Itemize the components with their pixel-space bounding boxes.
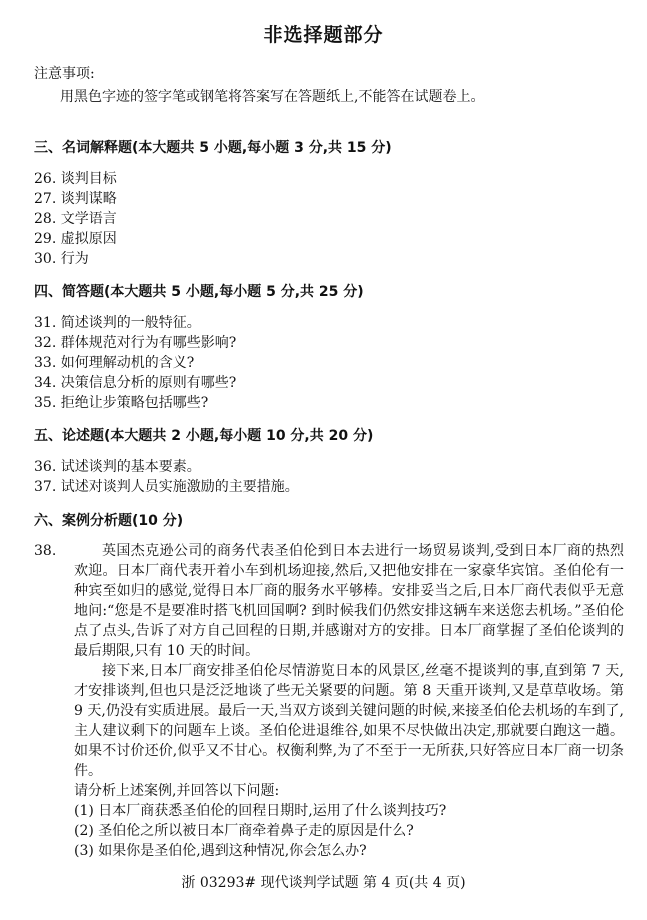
notice-label: 注意事项:: [34, 66, 95, 82]
section-heading-detail: (本大题共 5 小题,每小题 5 分,共 25 分): [104, 284, 364, 300]
section-heading-title: 三、名词解释题: [34, 140, 132, 156]
section-heading-title: 四、简答题: [34, 284, 104, 300]
section-heading-detail: (本大题共 2 小题,每小题 10 分,共 20 分): [104, 428, 374, 444]
question-37: 37. 试述对谈判人员实施激励的主要措施。: [34, 479, 299, 495]
case-subquestion-3: (3) 如果你是圣伯伦,遇到这种情况,你会怎么办?: [74, 843, 367, 859]
section-heading-title: 六、案例分析题: [34, 513, 132, 529]
case-paragraph-1: 英国杰克逊公司的商务代表圣伯伦到日本去进行一场贸易谈判,受到日本厂商的热烈欢迎。日本厂商代表开着小车到机场迎接,然后,又把他安排在一家豪华宾馆。圣伯伦有一种宾至如归的感觉,觉得日本厂商的服务水平够棒。安排妥当之后,日本厂商代表似乎无意地问:“您是不是要准时搭飞机回国啊? 到时候我们仍然安排这辆车来送您去机场。”圣伯伦点了点头,告诉了对方自己回程的日期,并感谢对方的安排。日本厂商掌握了圣伯伦谈判的最后期限,只有 10 天的时间。: [74, 543, 624, 659]
question-27: 27. 谈判谋略: [34, 191, 117, 207]
case-study: [34, 541, 624, 861]
page-footer: 浙 03293# 现代谈判学试题 第 4 页(共 4 页): [181, 875, 466, 891]
case-subquestion-1: (1) 日本厂商获悉圣伯伦的回程日期时,运用了什么谈判技巧?: [74, 803, 447, 819]
section-heading-detail: (本大题共 5 小题,每小题 3 分,共 15 分): [132, 140, 392, 156]
question-26: 26. 谈判目标: [34, 171, 117, 187]
case-paragraph-2: 接下来,日本厂商安排圣伯伦尽情游览日本的风景区,丝毫不提谈判的事,直到第 7 天,才安排谈判,但也只是泛泛地谈了些无关紧要的问题。第 8 天重开谈判,又是草草收场。第 9 天,仍没有实质进展。最后一天,当双方谈到关键问题的时候,来接圣伯伦去机场的车到了,主人建议剩下的问题车上谈。圣伯伦进退维谷,如果不尽快做出决定,那就要白跑这一趟。如果不讨价还价,似乎又不甘心。权衡利弊,为了不至于一无所获,只好答应日本厂商一切条件。: [74, 663, 624, 779]
notice-text: 用黑色字迹的签字笔或钢笔将答案写在答题纸上,不能答在试题卷上。: [60, 89, 485, 105]
section-heading-title: 五、论述题: [34, 428, 104, 444]
question-28: 28. 文学语言: [34, 211, 117, 227]
question-35: 35. 拒绝让步策略包括哪些?: [34, 395, 209, 411]
page-title: 非选择题部分: [263, 24, 384, 46]
case-body: [74, 541, 624, 861]
question-34: 34. 决策信息分析的原则有哪些?: [34, 375, 237, 391]
question-38-number: 38.: [34, 543, 57, 559]
question-31: 31. 简述谈判的一般特征。: [34, 315, 201, 331]
section-heading-5: [34, 425, 373, 445]
case-prompt: 请分析上述案例,并回答以下问题:: [74, 783, 280, 799]
section-heading-6: [34, 510, 183, 530]
question-30: 30. 行为: [34, 251, 89, 267]
question-33: 33. 如何理解动机的含义?: [34, 355, 195, 371]
question-32: 32. 群体规范对行为有哪些影响?: [34, 335, 237, 351]
question-36: 36. 试述谈判的基本要素。: [34, 459, 201, 475]
section-heading-4: [34, 281, 364, 301]
case-subquestion-2: (2) 圣伯伦之所以被日本厂商牵着鼻子走的原因是什么?: [74, 823, 414, 839]
section-heading-detail: (10 分): [132, 513, 184, 529]
section-heading-3: [34, 137, 392, 157]
question-29: 29. 虚拟原因: [34, 231, 117, 247]
